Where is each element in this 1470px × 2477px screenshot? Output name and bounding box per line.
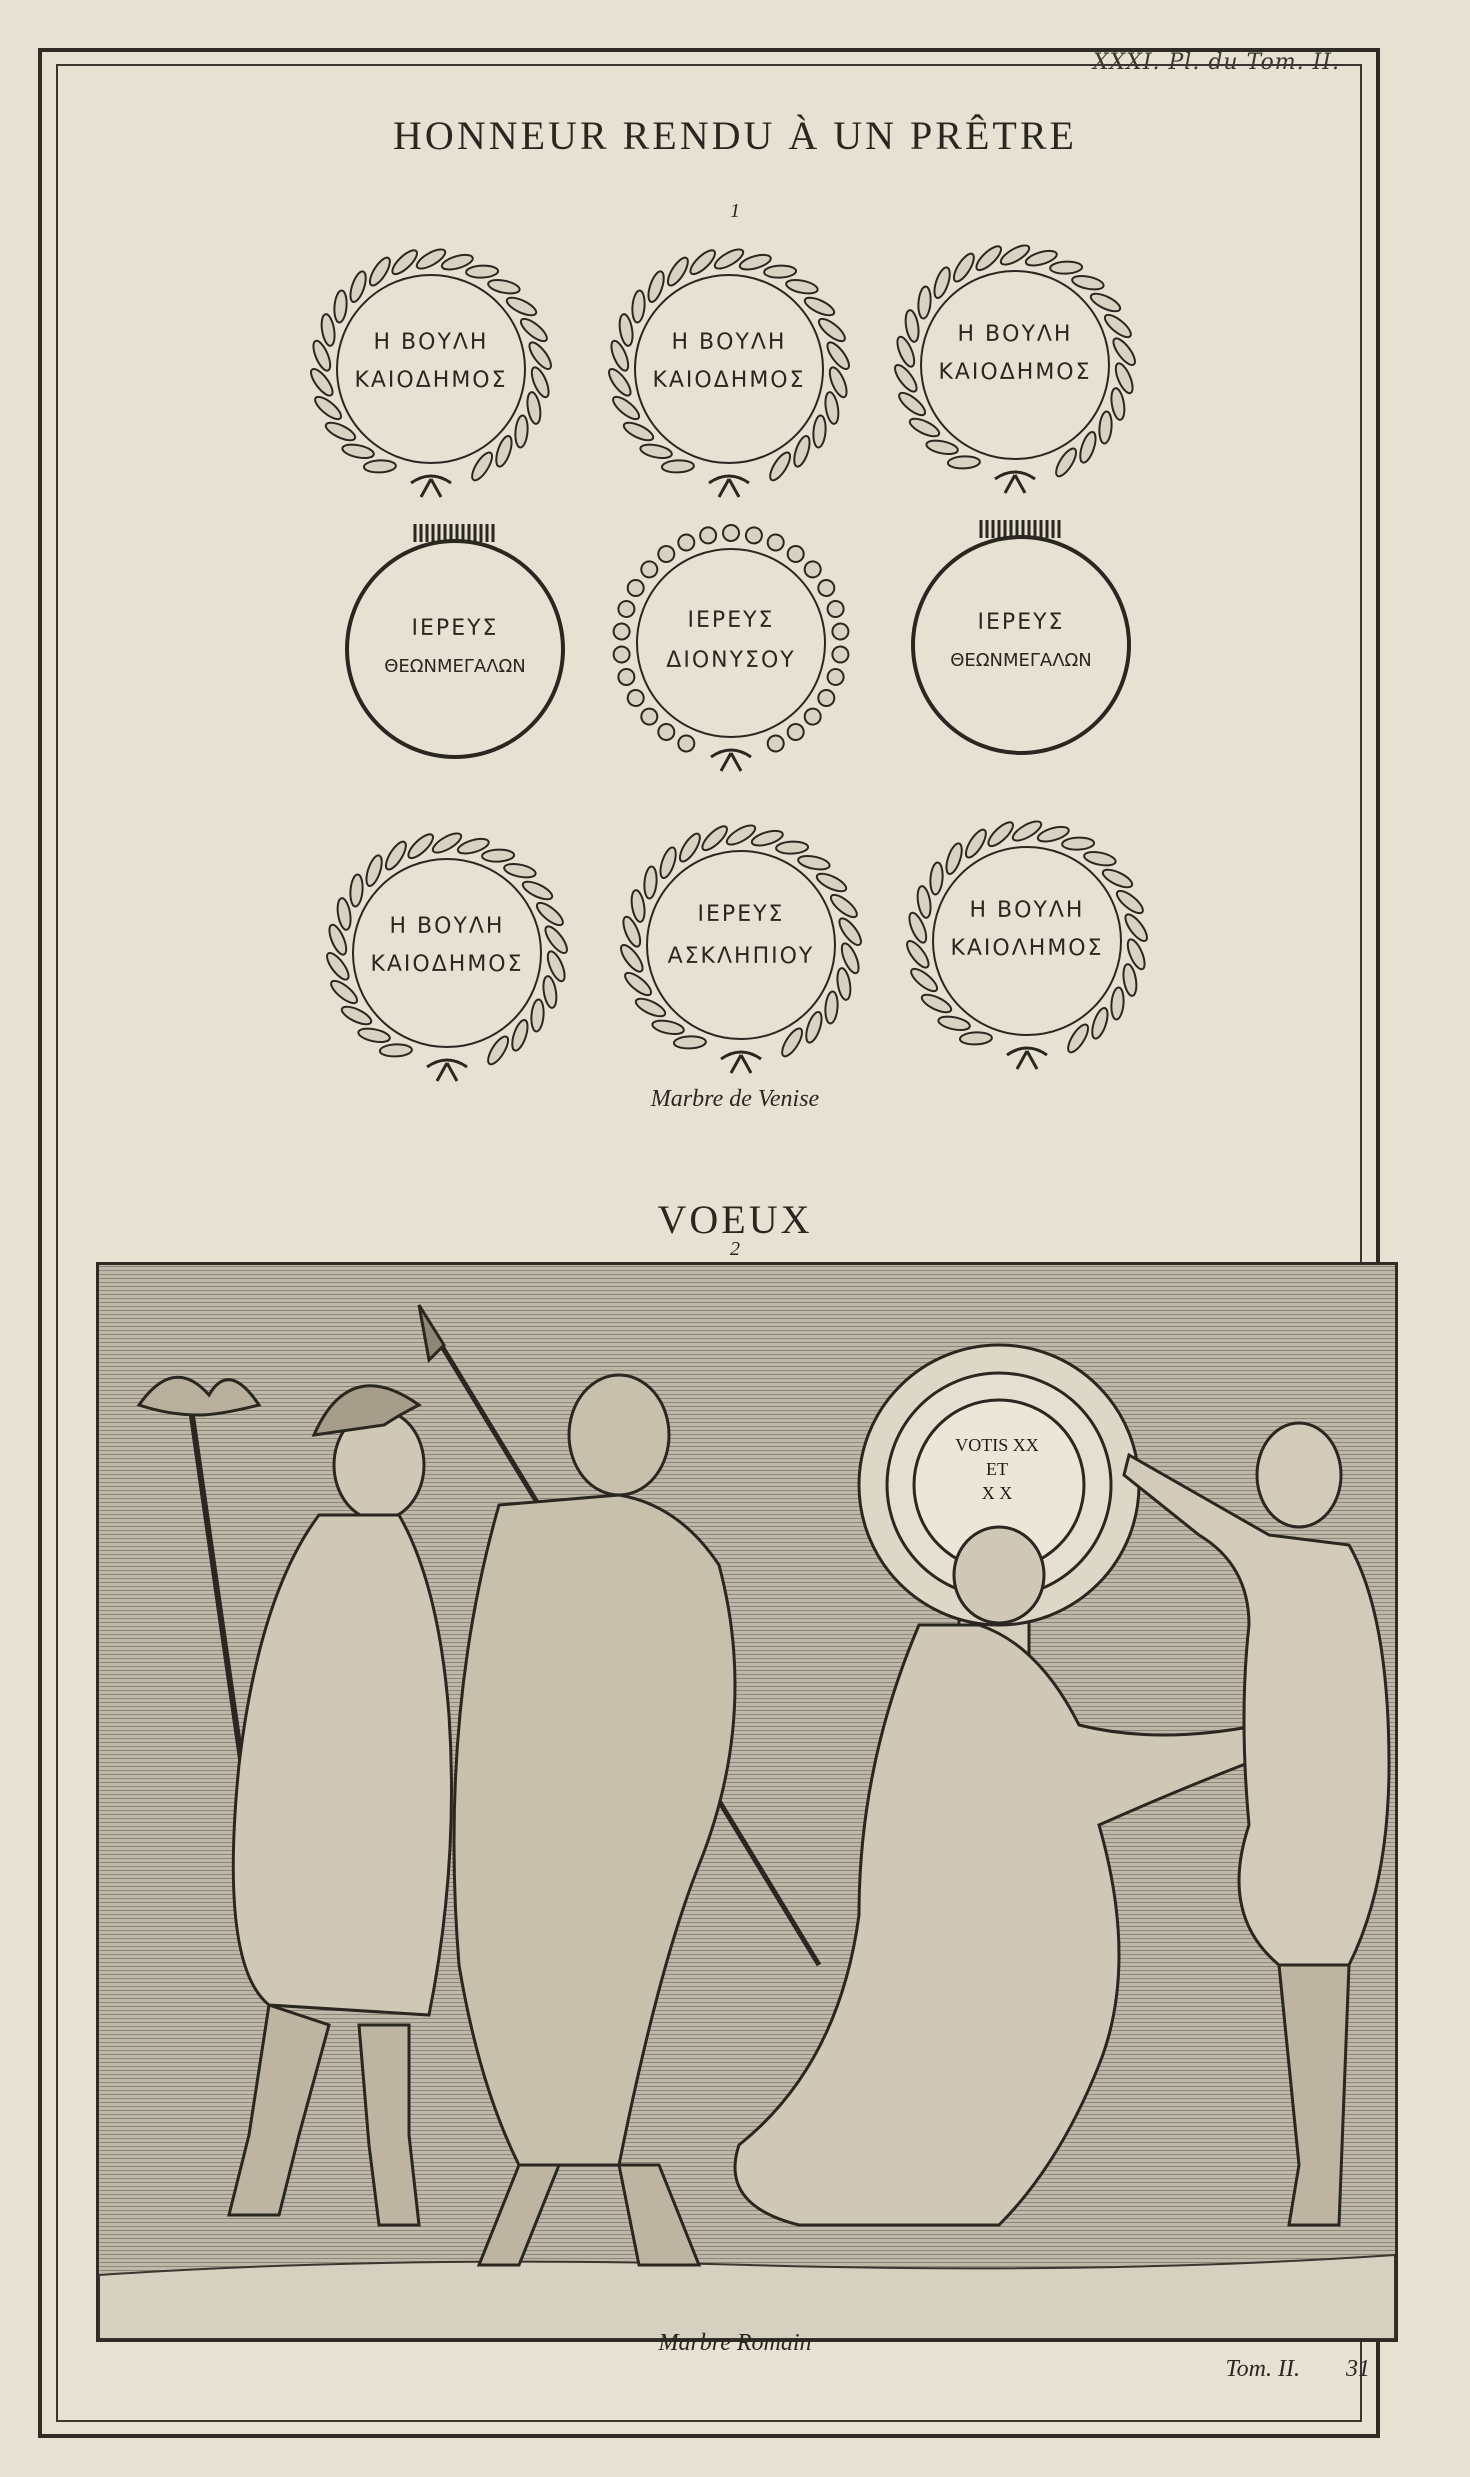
footer-tome: Tom. II.: [1225, 2356, 1300, 2382]
wreath-leaf: [530, 999, 545, 1032]
wreath-4-line-2: ΘΕΩΝΜΕΓΑΛΩΝ: [384, 656, 526, 677]
shield-line-2: ET: [986, 1459, 1008, 1479]
wreath-1-line-2: ΚΑΙΟΔΗΜΟΣ: [354, 368, 508, 393]
medallion-ring: [347, 541, 563, 757]
wreath-leaf: [937, 1014, 971, 1032]
shield-line-3: X X: [981, 1483, 1013, 1503]
wreath-9-line-2: ΚΑΙΟΛΗΜΟΣ: [950, 936, 1104, 961]
wreath-leaf: [610, 393, 642, 423]
wreath-leaf: [484, 1034, 511, 1067]
wreath-leaf: [985, 819, 1016, 850]
wreath-leaf: [509, 1018, 531, 1052]
wreath-2: [594, 234, 864, 504]
ribbon-bow: [1007, 1048, 1047, 1069]
ribbon-bow: [427, 1060, 467, 1081]
wreath-8-line-1: ΙΕΡΕΥΣ: [697, 902, 785, 927]
wreath-leaf: [622, 969, 654, 999]
wreath-leaf: [1089, 1006, 1111, 1040]
wreath-leaf: [341, 442, 375, 460]
wreath-leaf: [468, 450, 495, 483]
relief-engraving: [96, 1262, 1398, 2342]
wreath-leaf: [364, 460, 396, 473]
wreath-inner-stem: [637, 549, 825, 737]
wreath-leaf: [645, 270, 667, 304]
wreath-leaf: [778, 1026, 805, 1059]
wreath-leaf: [943, 842, 965, 876]
wreath-leaf: [333, 290, 348, 323]
wreath-leaf: [764, 265, 796, 278]
wreath-leaf: [639, 707, 659, 727]
wreath-leaf: [835, 967, 852, 1001]
wreath-leaf: [1110, 987, 1125, 1020]
ribbon-bow: [995, 472, 1035, 493]
wreath-leaf: [797, 854, 831, 872]
wreath-leaf: [1077, 430, 1099, 464]
wreath-leaf: [633, 995, 667, 1020]
warrior-figure: [139, 1377, 452, 2225]
wreath-leaf: [720, 522, 742, 544]
wreath-4-line-1: ΙΕΡΕΥΣ: [411, 616, 499, 641]
wreath-leaf: [907, 415, 941, 440]
wreath-leaf: [639, 442, 673, 460]
wreath-3: [880, 230, 1150, 500]
wreath-1: [296, 234, 566, 504]
wreath-leaf: [767, 534, 785, 552]
wreath-leaf: [785, 278, 819, 296]
wreath-leaf: [664, 255, 691, 288]
wreath-leaf: [1088, 290, 1122, 315]
wreath-leaf: [323, 419, 357, 444]
wreath-1-line-1: Η ΒΟΥΛΗ: [373, 330, 489, 355]
wreath-leaf: [621, 419, 655, 444]
wreath-leaf: [503, 862, 537, 880]
shield-line-1: VOTIS XX: [955, 1435, 1039, 1455]
wreath-leaf: [803, 559, 823, 579]
wreath-leaf: [776, 841, 808, 854]
wreath-leaf: [493, 434, 515, 468]
wreath-leaf: [950, 251, 977, 284]
wreath-leaf: [960, 1032, 992, 1045]
wreath-leaf: [651, 1018, 685, 1036]
wreath-leaf: [818, 690, 834, 706]
wreath-leaf: [380, 1044, 412, 1057]
wreath-leaf: [382, 839, 409, 872]
wreath-3-line-1: Η ΒΟΥΛΗ: [957, 322, 1073, 347]
figure-2-number: 2: [730, 1238, 740, 1260]
wreath-leaf: [908, 965, 940, 995]
wreath-6: [886, 500, 1156, 770]
wreath-leaf: [814, 870, 848, 895]
wreath-leaf: [662, 460, 694, 473]
figure-1-caption: Marbre de Venise: [650, 1086, 820, 1112]
wreath-leaf: [812, 415, 827, 448]
wreath-leaf: [466, 265, 498, 278]
wreath-5-line-2: ΔΙΟΝΥΣΟΥ: [666, 648, 796, 673]
wreath-leaf: [1098, 411, 1113, 444]
wreath-leaf: [896, 389, 928, 419]
ribbon-bow: [711, 750, 751, 771]
wreath-leaf: [699, 823, 730, 854]
wreath-leaf: [697, 524, 720, 547]
wreath-leaf: [643, 866, 658, 899]
wreath-6-line-1: ΙΕΡΕΥΣ: [977, 610, 1065, 635]
wreath-leaf: [312, 393, 344, 423]
wreath-leaf: [366, 255, 393, 288]
wreath-leaf: [1064, 1022, 1091, 1055]
wreath-7-line-2: ΚΑΙΟΔΗΜΟΣ: [370, 952, 524, 977]
wreath-leaf: [339, 1003, 373, 1028]
wreath-5-line-1: ΙΕΡΕΥΣ: [687, 608, 775, 633]
wreath-leaf: [520, 878, 554, 903]
wreath-leaf: [815, 577, 837, 599]
wreath-grid: [0, 0, 1470, 1150]
wreath-leaf: [973, 243, 1004, 274]
wreath-leaf: [405, 831, 436, 862]
wreath-leaf: [349, 874, 364, 907]
wreath-4: [320, 504, 590, 774]
wreath-leaf: [1071, 274, 1105, 292]
ribbon-bow: [721, 1052, 761, 1073]
wreath-leaf: [625, 687, 647, 709]
wreath-leaf: [962, 827, 989, 860]
wreath-leaf: [676, 831, 703, 864]
section-title-voeux: VOEUX: [657, 1197, 813, 1242]
wreath-leaf: [1121, 963, 1138, 997]
wreath-7-line-1: Η ΒΟΥΛΗ: [389, 914, 505, 939]
wreath-leaf: [487, 278, 521, 296]
figure-2-caption: Marbre Romain: [658, 2330, 812, 2356]
wreath-leaf: [791, 434, 813, 468]
wreath-8-line-2: ΑΣΚΛΗΠΙΟΥ: [667, 944, 815, 969]
wreath-2-line-2: ΚΑΙΟΔΗΜΟΣ: [652, 368, 806, 393]
relief-figures-illustration: [99, 1265, 1395, 2339]
wreath-leaf: [919, 991, 953, 1016]
standing-woman-figure: [1124, 1423, 1389, 2225]
plate-title: HONNEUR RENDU À UN PRÊTRE: [393, 113, 1077, 158]
wreath-leaf: [1062, 837, 1094, 850]
wreath-5: [596, 508, 866, 778]
plate-number: XXXI. Pl. du Tom. II.: [1092, 50, 1340, 75]
wreath-leaf: [823, 391, 840, 425]
wreath-leaf: [541, 975, 558, 1009]
wreath-leaf: [925, 438, 959, 456]
wreath-leaf: [1083, 850, 1117, 868]
wreath-9-line-1: Η ΒΟΥΛΗ: [969, 898, 1085, 923]
page-footer: [1226, 2356, 1370, 2383]
wreath-leaf: [504, 294, 538, 319]
wreath-leaf: [765, 732, 787, 754]
wreath-leaf: [803, 707, 822, 726]
wreath-leaf: [482, 849, 514, 862]
wreath-leaf: [357, 1026, 391, 1044]
wreath-leaf: [766, 450, 793, 483]
wreath-8: [606, 810, 876, 1080]
wreath-leaf: [628, 580, 644, 596]
wreath-leaf: [1050, 261, 1082, 274]
wreath-leaf: [631, 290, 646, 323]
wreath-leaf: [675, 531, 697, 553]
wreath-leaf: [931, 266, 953, 300]
wreath-leaf: [803, 1010, 825, 1044]
wreath-leaf: [1052, 446, 1079, 479]
wreath-leaf: [1109, 387, 1126, 421]
footer-page-number: 31: [1346, 2356, 1370, 2382]
wreath-leaf: [658, 723, 676, 741]
wreath-leaf: [824, 991, 839, 1024]
medallion-ring: [913, 537, 1129, 753]
wreath-leaf: [389, 247, 420, 278]
wreath-leaf: [787, 545, 805, 563]
wreath-leaf: [656, 543, 677, 564]
wreath-leaf: [678, 735, 696, 753]
wreath-leaf: [744, 525, 764, 545]
wreath-leaf: [640, 560, 659, 579]
wreath-9: [892, 806, 1162, 1076]
wreath-leaf: [785, 721, 806, 742]
wreath-3-line-2: ΚΑΙΟΔΗΜΟΣ: [938, 360, 1092, 385]
wreath-leaf: [802, 294, 836, 319]
ribbon-bow: [411, 476, 451, 497]
ribbon-bow: [709, 476, 749, 497]
wreath-leaf: [525, 391, 542, 425]
figure-1-number: 1: [730, 200, 740, 222]
wreath-leaf: [657, 846, 679, 880]
cloaked-figure: [419, 1305, 819, 2265]
wreath-leaf: [917, 286, 932, 319]
wreath-leaf: [948, 456, 980, 469]
wreath-leaf: [363, 854, 385, 888]
wreath-2-line-1: Η ΒΟΥΛΗ: [671, 330, 787, 355]
wreath-7: [312, 818, 582, 1088]
wreath-leaf: [514, 415, 529, 448]
wreath-leaf: [347, 270, 369, 304]
crown-medallion-icon: [886, 500, 1156, 770]
wreath-leaf: [328, 977, 360, 1007]
wreath-leaf: [674, 1036, 706, 1049]
ivy-wreath-icon: [596, 508, 866, 778]
wreath-leaf: [929, 862, 944, 895]
wreath-leaf: [687, 247, 718, 278]
wreath-6-line-2: ΘΕΩΝΜΕΓΑΛΩΝ: [950, 650, 1092, 671]
wreath-leaf: [1100, 866, 1134, 891]
